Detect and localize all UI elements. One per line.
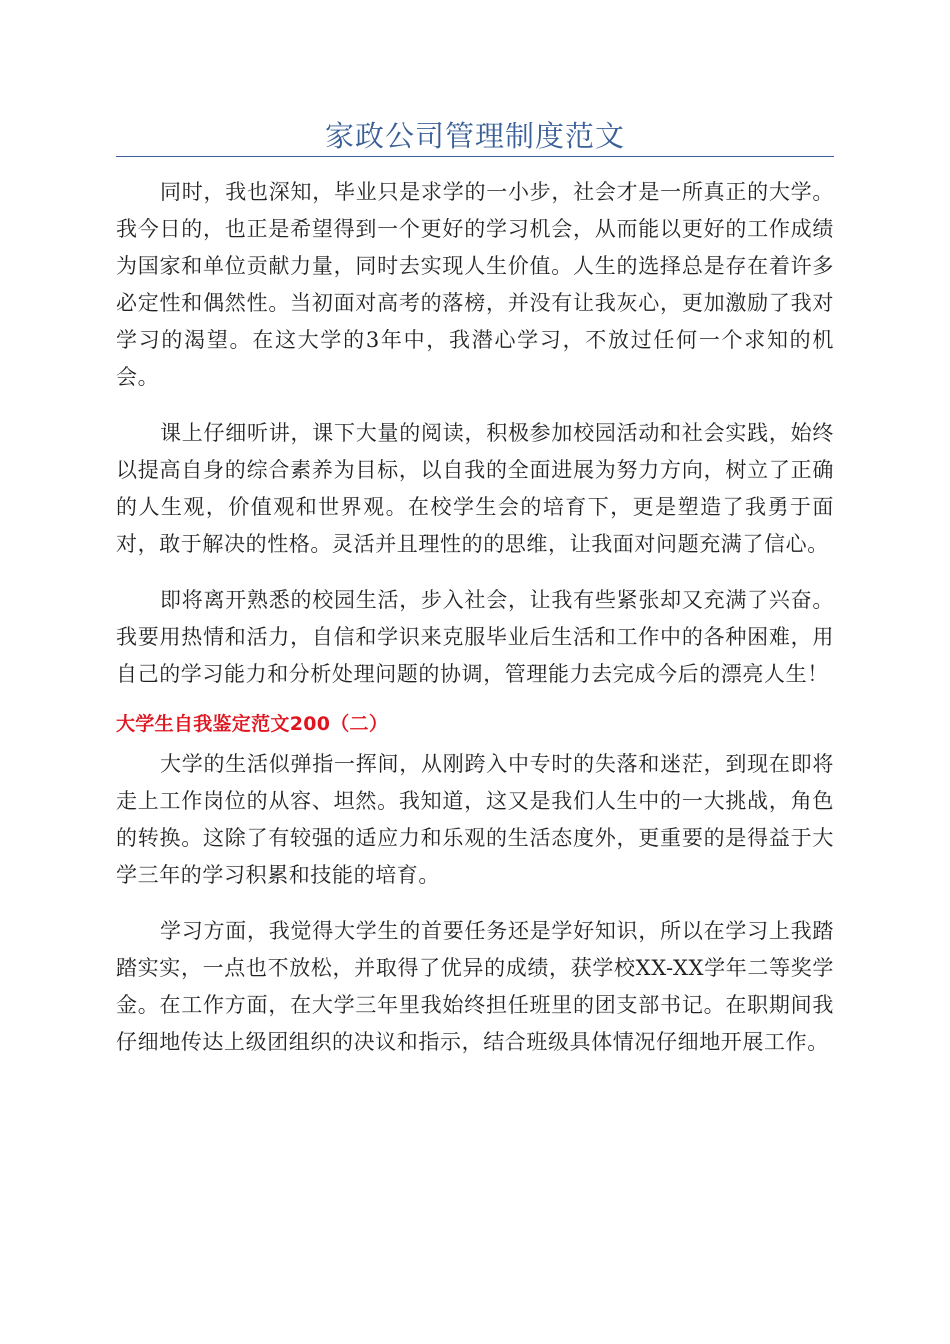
paragraph: 同时，我也深知，毕业只是求学的一小步，社会才是一所真正的大学。我今日的，也正是希望得到一个更好的学习机会，从而能以更好的工作成绩为国家和单位贡献力量，同时去实现人生价值。人生的选择总是存在着许多必定性和偶然性。当初面对高考的落榜，并没有让我灰心，更加激励了我对学习的渴望。在这大学的3年中，我潜心学习，不放过任何一个求知的机会。 [116,180,834,389]
paragraph: 大学的生活似弹指一挥间，从刚跨入中专时的失落和迷茫，到现在即将走上工作岗位的从容、坦然。我知道，这又是我们人生中的一大挑战，角色的转换。这除了有较强的适应力和乐观的生活态度外，更重要的是得益于大学三年的学习积累和技能的培育。 [116,752,834,887]
document-body [116,174,834,1061]
section-heading: 大学生自我鉴定范文200（二） [116,713,389,735]
page-title: 家政公司管理制度范文 [324,119,625,153]
paragraph: 学习方面，我觉得大学生的首要任务还是学好知识，所以在学习上我踏踏实实，一点也不放松，并取得了优异的成绩，获学校XX-XX学年二等奖学金。在工作方面，在大学三年里我始终担任班里的团支部书记。在职期间我仔细地传达上级团组织的决议和指示，结合班级具体情况仔细地开展工作。 [116,919,834,1054]
paragraph: 课上仔细听讲，课下大量的阅读，积极参加校园活动和社会实践，始终以提高自身的综合素养为目标，以自我的全面进展为努力方向，树立了正确的人生观，价值观和世界观。在校学生会的培育下，更是塑造了我勇于面对，敢于解决的性格。灵活并且理性的的思维，让我面对问题充满了信心。 [116,421,834,556]
paragraph: 即将离开熟悉的校园生活，步入社会，让我有些紧张却又充满了兴奋。我要用热情和活力，自信和学识来克服毕业后生活和工作中的各种困难，用自己的学习能力和分析处理问题的协调，管理能力去完成今后的漂亮人生！ [116,588,834,686]
page-header [116,110,834,157]
